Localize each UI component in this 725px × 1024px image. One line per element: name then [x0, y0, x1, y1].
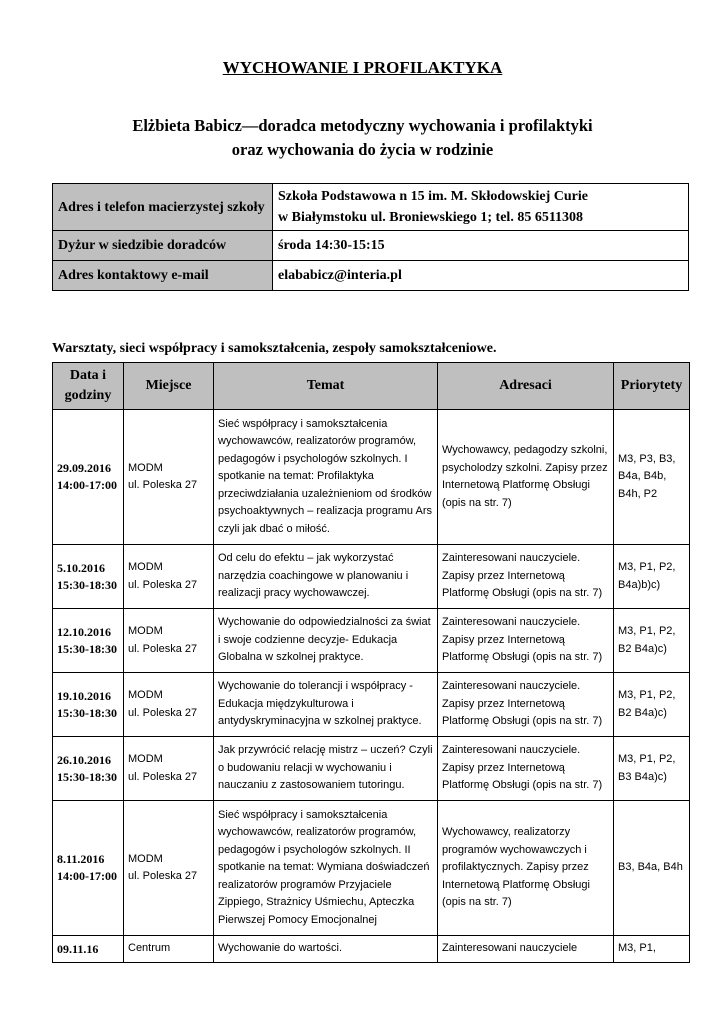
date-cell — [53, 801, 124, 936]
place-cell — [124, 936, 214, 963]
info-label: Dyżur w siedzibie doradców — [53, 231, 273, 261]
topic-cell: Wychowanie do tolerancji i współpracy - Edukacja międzykulturowa i antydyskryminacyjna w szkolnej praktyce. — [214, 673, 438, 737]
table-row — [53, 673, 690, 737]
topic-cell: Sieć współpracy i samokształcenia wychowawców, realizatorów programów, pedagogów i psychologów szkolnych. II spotkanie na temat: Wymiana doświadczeń realizatorów programów Przyjaciele Zippiego, Strażnicy Uśmiechu, Apteczka Pierwszej Pomocy Emocjonalnej — [214, 801, 438, 936]
priorities-cell: B3, B4a, B4h — [614, 801, 690, 936]
time: 15:30-18:30 — [57, 577, 117, 592]
place-address: ul. Poleska 27 — [128, 770, 198, 783]
priorities-cell: M3, P1, P2, B2 B4a)c) — [614, 673, 690, 737]
topic-cell: Od celu do efektu – jak wykorzystać narzędzia coachingowe w planowaniu i realizacji pracy wychowawczej. — [214, 545, 438, 609]
header-date: Data i godziny — [53, 363, 124, 410]
subtitle-line-2: oraz wychowania do życia w rodzinie — [231, 140, 494, 159]
place-address: ul. Poleska 27 — [128, 706, 198, 719]
audience-cell: Zainteresowani nauczyciele — [438, 936, 614, 963]
time: 15:30-18:30 — [57, 705, 117, 720]
info-label: Adres kontaktowy e-mail — [53, 261, 273, 291]
topic-cell: Wychowanie do odpowiedzialności za świat i swoje codzienne decyzje- Edukacja Globalna w szkolnej praktyce. — [214, 609, 438, 673]
subtitle-line-1: Elżbieta Babicz—doradca metodyczny wychowania i profilaktyki — [132, 116, 593, 135]
info-row-address — [53, 184, 689, 231]
topic-cell: Wychowanie do wartości. — [214, 936, 438, 963]
date-cell — [53, 673, 124, 737]
place: MODM — [128, 461, 163, 474]
section-title: Warsztaty, sieci współpracy i samokształcenia, zespoły samokształceniowe. — [52, 341, 497, 356]
place-cell — [124, 737, 214, 801]
place: Centrum — [128, 942, 171, 955]
audience-cell: Wychowawcy, pedagodzy szkolni, psycholodzy szkolni. Zapisy przez Internetową Platformę Obsługi (opis na str. 7) — [438, 410, 614, 545]
date-cell — [53, 545, 124, 609]
place-address: ul. Poleska 27 — [128, 578, 198, 591]
place: MODM — [128, 625, 163, 637]
place-cell — [124, 801, 214, 936]
info-value-line: w Białymstoku ul. Broniewskiego 1; tel. 85 6511308 — [278, 210, 584, 225]
date: 12.10.2016 — [57, 624, 111, 639]
schedule-header-row — [53, 363, 690, 410]
audience-cell: Zainteresowani nauczyciele. Zapisy przez Internetową Platformę Obsługi (opis na str. 7) — [438, 737, 614, 801]
email-link[interactable]: elababicz@interia.pl — [273, 261, 689, 291]
place-cell — [124, 673, 214, 737]
date-cell — [53, 936, 124, 963]
place-address: ul. Poleska 27 — [128, 870, 198, 882]
header-topic: Temat — [214, 363, 438, 410]
contact-info-table — [52, 183, 689, 291]
place: MODM — [128, 689, 163, 701]
time: 14:00-17:00 — [57, 478, 117, 492]
advisor-subtitle — [0, 114, 725, 162]
date-cell — [53, 609, 124, 673]
table-row — [53, 737, 690, 801]
priorities-cell: M3, P3, B3, B4a, B4b, B4h, P2 — [614, 410, 690, 545]
info-value-line: Szkoła Podstawowa n 15 im. M. Skłodowskiej Curie — [278, 189, 588, 204]
audience-cell: Zainteresowani nauczyciele. Zapisy przez Internetową Platformę Obsługi (opis na str. 7) — [438, 545, 614, 609]
date: 29.09.2016 — [57, 461, 111, 475]
place-address: ul. Poleska 27 — [128, 479, 198, 491]
audience-cell: Zainteresowani nauczyciele. Zapisy przez Internetową Platformę Obsługi (opis na str. 7) — [438, 673, 614, 737]
date-cell — [53, 737, 124, 801]
header-priorities: Priorytety — [614, 363, 690, 410]
info-value — [273, 184, 689, 231]
table-row — [53, 936, 690, 963]
topic-cell: Sieć współpracy i samokształcenia wychowawców, realizatorów programów, pedagogów i psychologów szkolnych. I spotkanie na temat: Profilaktyka przeciwdziałania uzależnieniom od środków psychoaktywnych – realizacja programu Ars czyli jak dbać o miłość. — [214, 410, 438, 545]
info-value: środa 14:30-15:15 — [273, 231, 689, 261]
audience-cell: Wychowawcy, realizatorzy programów wychowawczych i profilaktycznych. Zapisy przez Internetową Platformę Obsługi (opis na str. 7) — [438, 801, 614, 936]
header-audience: Adresaci — [438, 363, 614, 410]
priorities-cell: M3, P1, P2, B2 B4a)c) — [614, 609, 690, 673]
place: MODM — [128, 561, 163, 573]
time: 15:30-18:30 — [57, 641, 117, 656]
date: 19.10.2016 — [57, 688, 111, 703]
place-address: ul. Poleska 27 — [128, 642, 198, 655]
date: 26.10.2016 — [57, 752, 111, 767]
header-place: Miejsce — [124, 363, 214, 410]
priorities-cell: M3, P1, P2, B4a)b)c) — [614, 545, 690, 609]
date: 8.11.2016 — [57, 852, 105, 866]
info-row-email — [53, 261, 689, 291]
page-title: WYCHOWANIE I PROFILAKTYKA — [222, 58, 503, 77]
info-row-duty — [53, 231, 689, 261]
time: 14:00-17:00 — [57, 869, 117, 883]
place-cell — [124, 410, 214, 545]
place: MODM — [128, 852, 163, 865]
info-label: Adres i telefon macierzystej szkoły — [53, 184, 273, 231]
date-cell — [53, 410, 124, 545]
table-row — [53, 609, 690, 673]
priorities-cell: M3, P1, — [614, 936, 690, 963]
table-row — [53, 545, 690, 609]
table-row — [53, 410, 690, 545]
place: MODM — [128, 753, 163, 765]
table-row — [53, 801, 690, 936]
topic-cell: Jak przywrócić relację mistrz – uczeń? Czyli o budowaniu relacji w wychowaniu i nauczaniu z zastosowaniem tutoringu. — [214, 737, 438, 801]
date: 09.11.16 — [57, 941, 99, 956]
date: 5.10.2016 — [57, 560, 105, 575]
schedule-table — [52, 362, 690, 963]
priorities-cell: M3, P1, P2, B3 B4a)c) — [614, 737, 690, 801]
time: 15:30-18:30 — [57, 769, 117, 784]
place-cell — [124, 545, 214, 609]
audience-cell: Zainteresowani nauczyciele. Zapisy przez Internetową Platformę Obsługi (opis na str. 7) — [438, 609, 614, 673]
place-cell — [124, 609, 214, 673]
